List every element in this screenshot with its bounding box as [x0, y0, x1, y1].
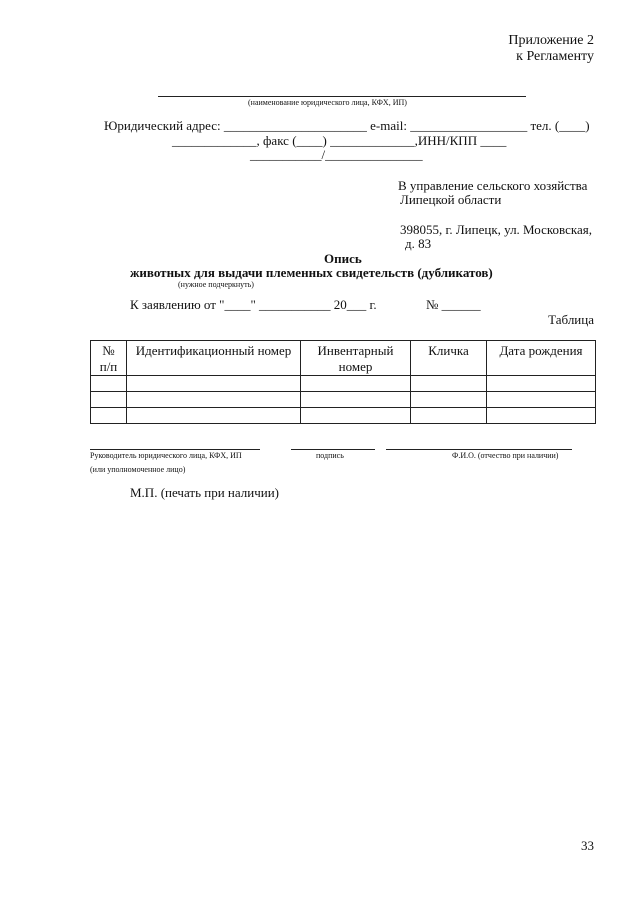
head-signature-line [90, 449, 260, 450]
addressee-line-3: 398055, г. Липецк, ул. Московская, [400, 222, 592, 237]
table-cell [301, 392, 411, 408]
contacts-line-3: ___________/_______________ [250, 147, 423, 162]
table-cell [127, 392, 301, 408]
addressee-line-2: Липецкой области [400, 192, 502, 207]
table-cell [301, 408, 411, 424]
table-cell [487, 376, 596, 392]
table-label: Таблица [548, 312, 594, 327]
table-header-row [91, 341, 596, 376]
contacts-line-1: Юридический адрес: ______________________ e-mail: __________________ тел. (____) [104, 118, 590, 133]
table-cell [411, 376, 487, 392]
table-cell [411, 392, 487, 408]
table-cell [411, 408, 487, 424]
col-header-inventory: Инвентарный номер [301, 341, 411, 376]
application-date-line: К заявлению от "____" ___________ 20___ г. [130, 297, 377, 312]
addressee-line-1: В управление сельского хозяйства [398, 178, 588, 193]
full-name-caption: Ф.И.О. (отчество при наличии) [452, 451, 559, 460]
addressee-line-4: д. 83 [405, 236, 432, 251]
col-header-number: № п/п [91, 341, 127, 376]
table-cell [91, 408, 127, 424]
table-cell [301, 376, 411, 392]
col-header-id: Идентификационный номер [127, 341, 301, 376]
table-cell [91, 392, 127, 408]
document-title: Опись [324, 251, 362, 266]
appendix-line-1: Приложение 2 [508, 33, 594, 48]
contacts-line-2: _____________, факс (____) _____________,ИНН/КПП ____ [172, 133, 507, 148]
appendix-line-2: к Регламенту [516, 49, 594, 64]
inventory-table [90, 340, 596, 424]
table-cell [127, 408, 301, 424]
table-row [91, 392, 596, 408]
signature-caption: подпись [316, 451, 344, 460]
col-header-birth-date: Дата рождения [487, 341, 596, 376]
table-cell [487, 392, 596, 408]
full-name-line [386, 449, 572, 450]
table-cell [487, 408, 596, 424]
table-row [91, 408, 596, 424]
col-header-name: Кличка [411, 341, 487, 376]
subtitle-hint: (нужное подчеркнуть) [178, 280, 254, 289]
page-number: 33 [581, 838, 594, 853]
table-row [91, 376, 596, 392]
proxy-caption: (или уполномоченное лицо) [90, 465, 186, 474]
signature-line [291, 449, 375, 450]
head-caption: Руководитель юридического лица, КФХ, ИП [90, 451, 242, 460]
document-subtitle: животных для выдачи племенных свидетельств (дубликатов) [130, 265, 493, 280]
table-cell [127, 376, 301, 392]
application-number: № ______ [426, 297, 481, 312]
table-cell [91, 376, 127, 392]
stamp-label: М.П. (печать при наличии) [130, 485, 279, 500]
org-name-caption: (наименование юридического лица, КФХ, ИП) [248, 98, 407, 107]
org-name-line [158, 96, 526, 97]
